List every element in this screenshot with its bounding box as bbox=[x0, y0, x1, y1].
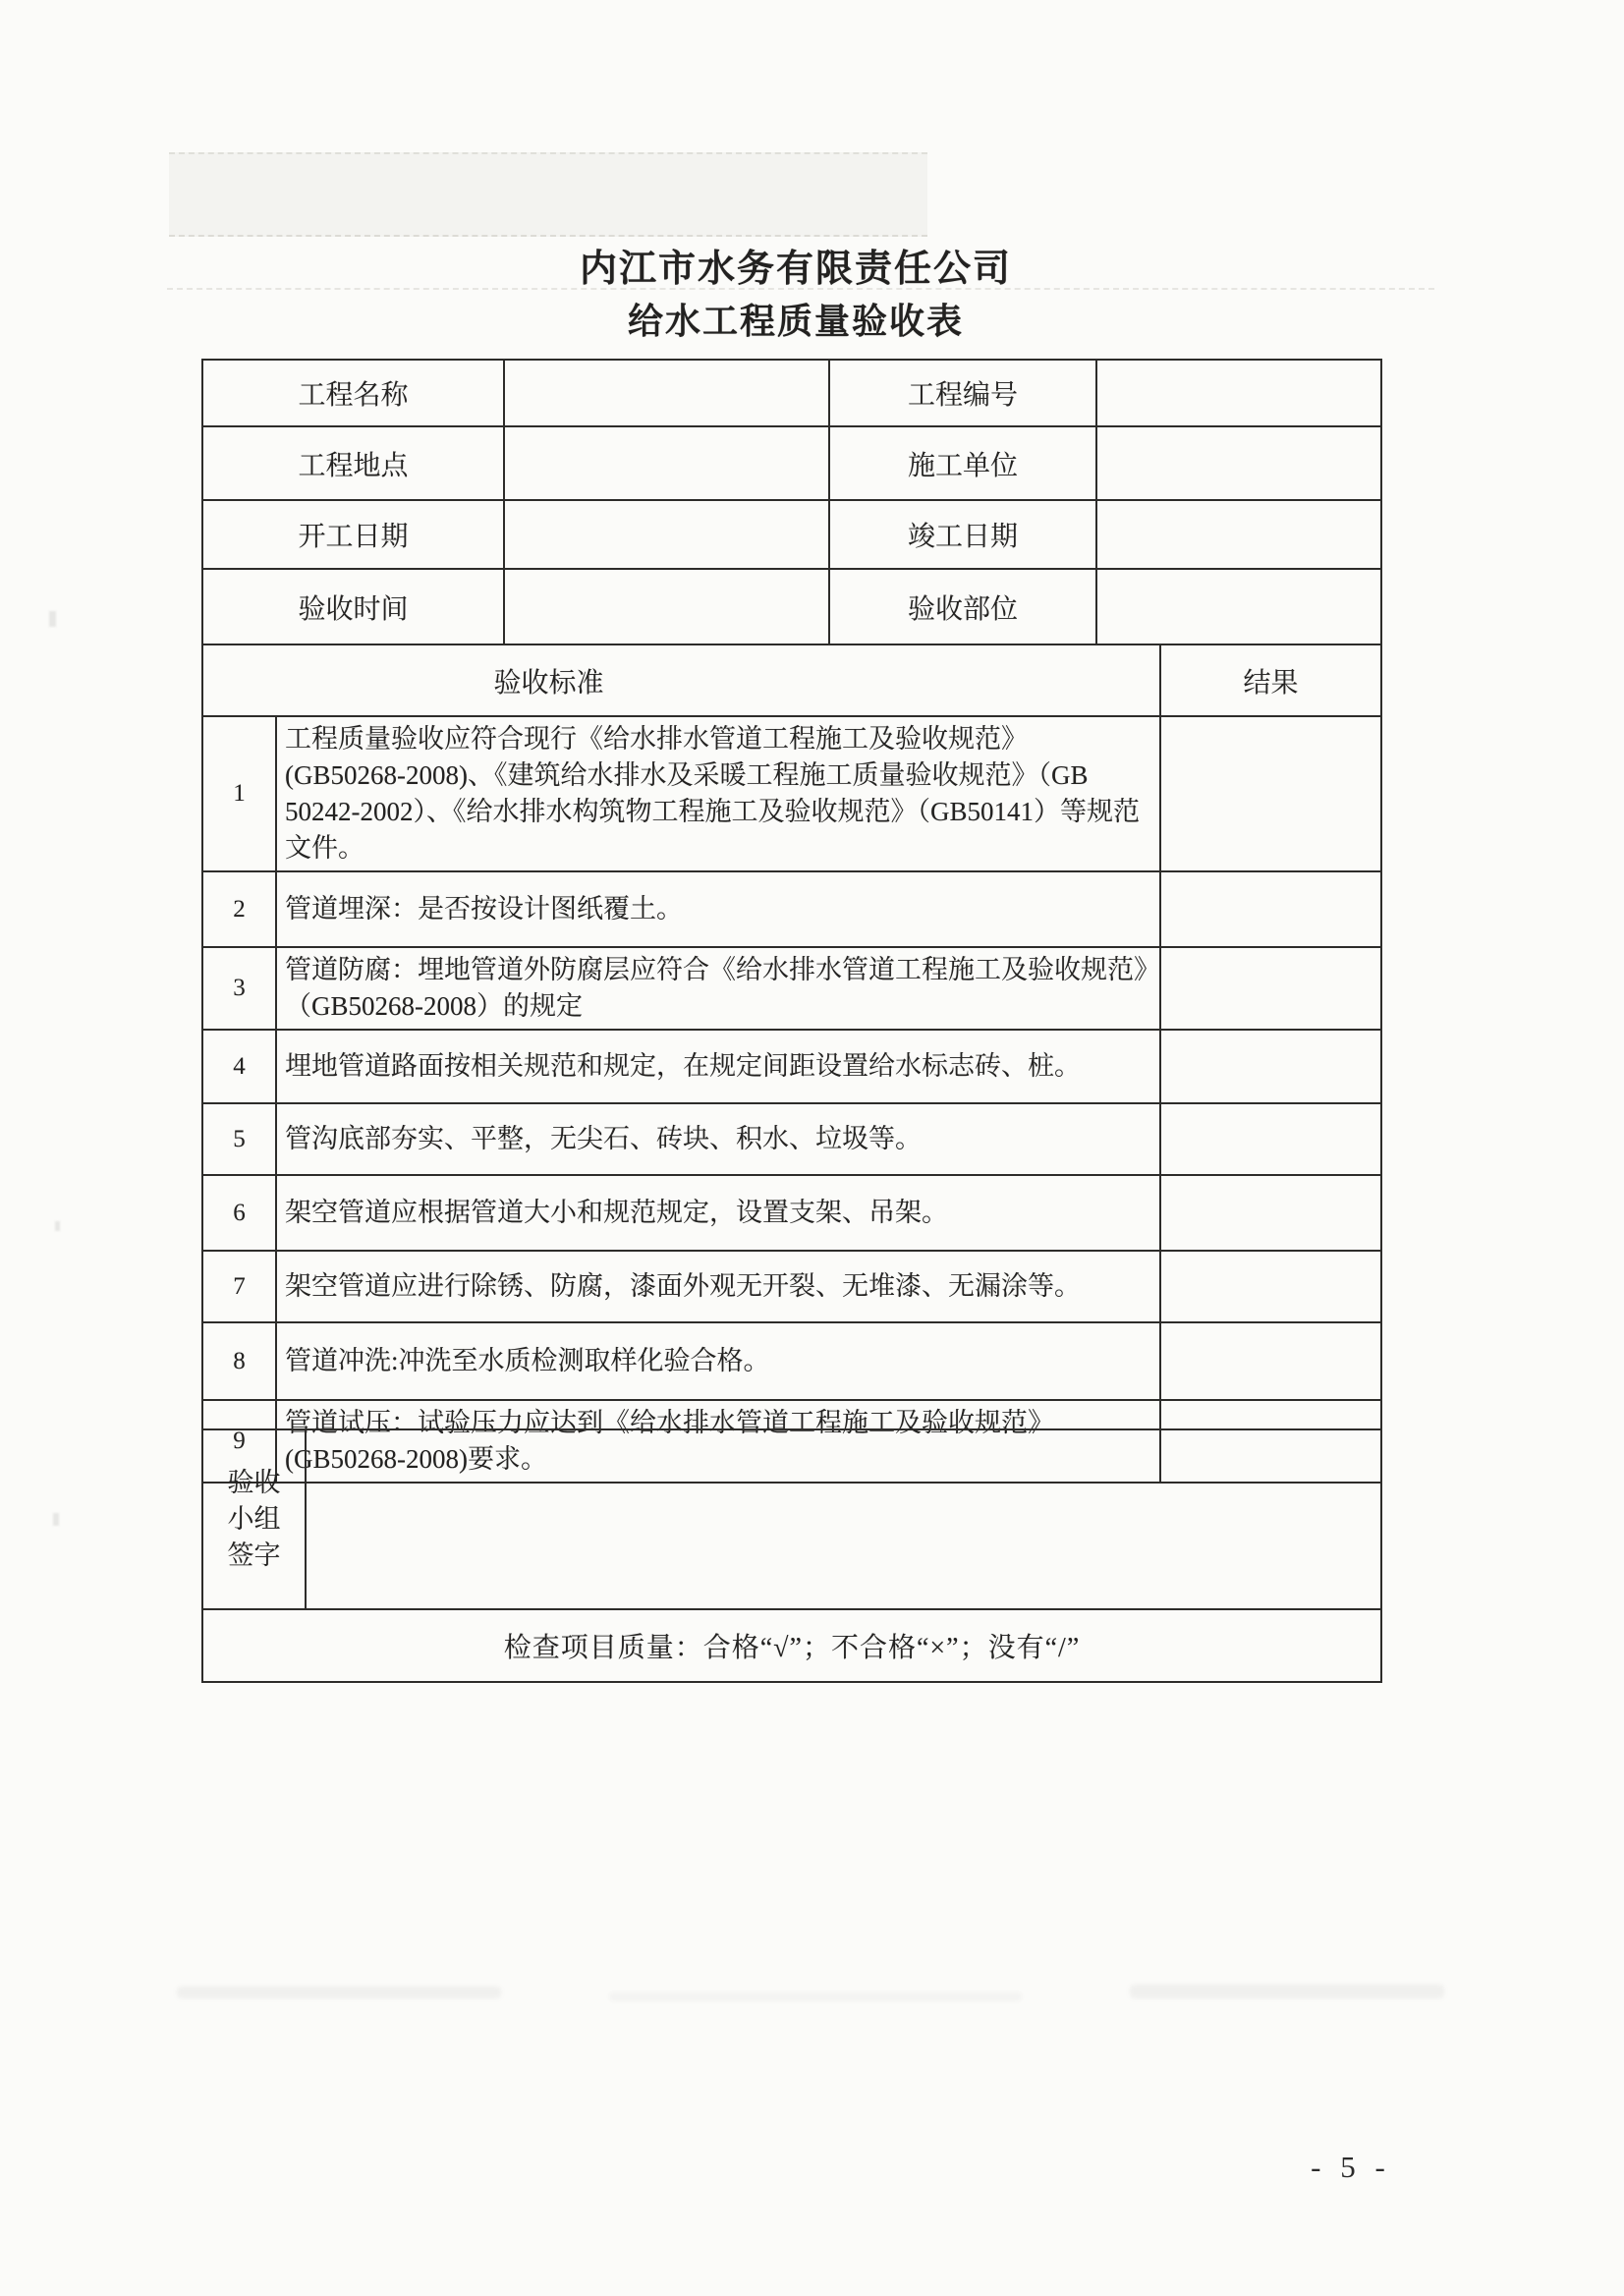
signature-area bbox=[306, 1429, 1381, 1609]
info-row bbox=[202, 360, 1381, 426]
criteria-text: 架空管道应进行除锈、防腐，漆面外观无开裂、无堆漆、无漏涂等。 bbox=[276, 1251, 1160, 1322]
criteria-text: 管道埋深：是否按设计图纸覆土。 bbox=[276, 871, 1160, 947]
signature-table bbox=[201, 1428, 1382, 1610]
signature-label: 验收小组签字 bbox=[227, 1468, 281, 1570]
info-value bbox=[1096, 426, 1381, 500]
info-label: 工程编号 bbox=[829, 360, 1096, 426]
info-value bbox=[1096, 360, 1381, 426]
criteria-text: 架空管道应根据管道大小和规范规定，设置支架、吊架。 bbox=[276, 1175, 1160, 1251]
result-cell bbox=[1160, 1251, 1381, 1322]
info-value bbox=[504, 500, 829, 569]
criteria-row bbox=[202, 871, 1381, 947]
scan-artifact-box bbox=[169, 152, 927, 237]
scan-artifact-streak bbox=[1130, 1985, 1444, 1998]
row-number: 1 bbox=[202, 716, 276, 871]
info-value bbox=[504, 426, 829, 500]
result-cell bbox=[1160, 716, 1381, 871]
criteria-header: 验收标准 bbox=[202, 644, 1160, 716]
criteria-text: 埋地管道路面按相关规范和规定，在规定间距设置给水标志砖、桩。 bbox=[276, 1030, 1160, 1103]
row-number: 2 bbox=[202, 871, 276, 947]
criteria-row bbox=[202, 716, 1381, 871]
result-cell bbox=[1160, 1103, 1381, 1175]
company-title: 内江市水务有限责任公司 bbox=[579, 249, 1012, 290]
row-number: 9 bbox=[202, 1400, 276, 1483]
signature-label-cell bbox=[202, 1429, 306, 1609]
info-label: 竣工日期 bbox=[829, 500, 1096, 569]
result-cell bbox=[1160, 947, 1381, 1030]
info-label: 施工单位 bbox=[829, 426, 1096, 500]
info-label: 验收部位 bbox=[829, 569, 1096, 644]
criteria-text: 管沟底部夯实、平整，无尖石、砖块、积水、垃圾等。 bbox=[276, 1103, 1160, 1175]
criteria-row bbox=[202, 1030, 1381, 1103]
result-cell bbox=[1160, 871, 1381, 947]
scan-artifact-streak bbox=[609, 1992, 1022, 2001]
info-value bbox=[504, 360, 829, 426]
info-row bbox=[202, 569, 1381, 644]
form-title: 给水工程质量验收表 bbox=[627, 302, 964, 341]
criteria-row bbox=[202, 1251, 1381, 1322]
info-value bbox=[1096, 500, 1381, 569]
scan-artifact-speck bbox=[53, 1513, 59, 1526]
criteria-table bbox=[201, 644, 1382, 1484]
info-label: 工程地点 bbox=[202, 426, 504, 500]
criteria-row bbox=[202, 1103, 1381, 1175]
info-row bbox=[202, 426, 1381, 500]
info-label: 开工日期 bbox=[202, 500, 504, 569]
criteria-row bbox=[202, 1322, 1381, 1400]
scan-artifact-speck bbox=[55, 1221, 60, 1231]
scan-artifact-streak bbox=[177, 1987, 501, 1998]
info-row bbox=[202, 500, 1381, 569]
row-number: 7 bbox=[202, 1251, 276, 1322]
info-label: 工程名称 bbox=[202, 360, 504, 426]
result-header: 结果 bbox=[1160, 644, 1381, 716]
page-number: - 5 - bbox=[1311, 2150, 1391, 2184]
info-value bbox=[504, 569, 829, 644]
footnote-table bbox=[201, 1608, 1382, 1683]
criteria-row bbox=[202, 947, 1381, 1030]
row-number: 5 bbox=[202, 1103, 276, 1175]
criteria-text: 管道防腐：埋地管道外防腐层应符合《给水排水管道工程施工及验收规范》（GB50268-2008）的规定 bbox=[276, 947, 1160, 1030]
result-cell bbox=[1160, 1322, 1381, 1400]
info-label: 验收时间 bbox=[202, 569, 504, 644]
info-value bbox=[1096, 569, 1381, 644]
result-cell bbox=[1160, 1030, 1381, 1103]
criteria-row bbox=[202, 1175, 1381, 1251]
scan-artifact-speck bbox=[49, 611, 56, 627]
signature-row bbox=[202, 1429, 1381, 1609]
criteria-text: 工程质量验收应符合现行《给水排水管道工程施工及验收规范》(GB50268-2008)、《建筑给水排水及采暖工程施工质量验收规范》（GB 50242-2002）、《给水排水构筑物工程施工及验收规范》（GB50141）等规范文件。 bbox=[276, 716, 1160, 871]
row-number: 3 bbox=[202, 947, 276, 1030]
row-number: 4 bbox=[202, 1030, 276, 1103]
footnote-row bbox=[202, 1609, 1381, 1682]
result-cell bbox=[1160, 1175, 1381, 1251]
row-number: 8 bbox=[202, 1322, 276, 1400]
criteria-header-row bbox=[202, 644, 1381, 716]
criteria-text: 管道试压：试验压力应达到《给水排水管道工程施工及验收规范》(GB50268-2008)要求。 bbox=[276, 1400, 1160, 1483]
footnote-text: 检查项目质量：合格“√”；不合格“×”；没有“/” bbox=[202, 1609, 1381, 1682]
row-number: 6 bbox=[202, 1175, 276, 1251]
project-info-table bbox=[201, 359, 1382, 645]
criteria-text: 管道冲洗:冲洗至水质检测取样化验合格。 bbox=[276, 1322, 1160, 1400]
